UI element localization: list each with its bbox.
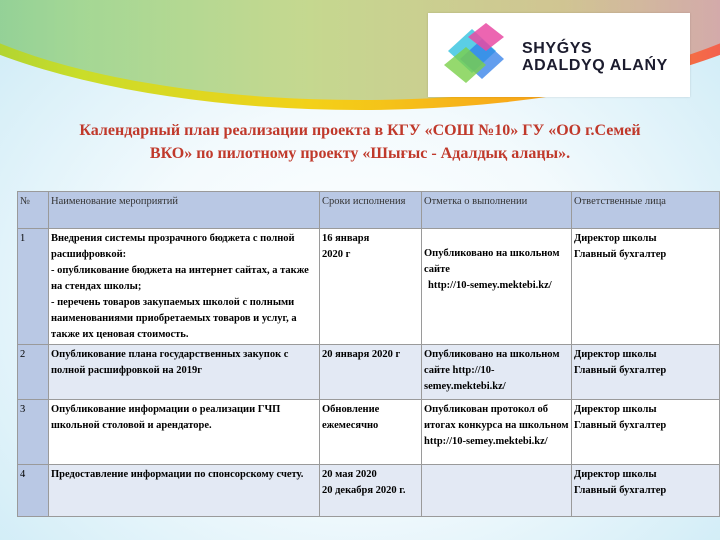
table-row (18, 229, 720, 345)
responsible-line: Главный бухгалтер (574, 365, 667, 376)
status-link[interactable]: http://10-semey.mektebi.kz/ (428, 280, 552, 291)
row-responsible (572, 345, 720, 400)
table-header-row (18, 192, 720, 229)
row-number: 1 (18, 229, 49, 345)
row-status (422, 465, 572, 517)
logo-line-1: SHYǴYS (522, 40, 593, 57)
event-line: Внедрения системы прозрачного бюджета с полной расшифровкой: (51, 233, 295, 260)
table-row (18, 465, 720, 517)
row-number: 2 (18, 345, 49, 400)
logo-panel (428, 13, 690, 97)
header-deadlines: Сроки исполнения (320, 192, 422, 229)
shygys-logo-icon (438, 21, 518, 89)
responsible-line: Директор школы (574, 349, 657, 360)
row-status: Опубликован протокол об итогах конкурса на школьном http://10-semey.mektebi.kz/ (422, 400, 572, 465)
header-event-name: Наименование мероприятий (49, 192, 320, 229)
row-responsible (572, 229, 720, 345)
row-status: Опубликовано на школьном сайте http://10-semey.mektebi.kz/ (422, 345, 572, 400)
row-event-name: Опубликование плана государственных закупок с полной расшифровкой на 2019г (49, 345, 320, 400)
row-deadline: 20 января 2020 г (320, 345, 422, 400)
row-deadline (320, 465, 422, 517)
deadline-line: 16 января (322, 233, 370, 244)
row-deadline (320, 229, 422, 345)
responsible-line: Директор школы (574, 233, 657, 244)
row-number: 3 (18, 400, 49, 465)
title-line-1: Календарный план реализации проекта в КГУ «СОШ №10» ГУ «ОО г.Семей (79, 122, 641, 139)
responsible-line: Директор школы (574, 404, 657, 415)
row-status (422, 229, 572, 345)
header-completion-mark: Отметка о выполнении (422, 192, 572, 229)
table-row (18, 345, 720, 400)
responsible-line: Главный бухгалтер (574, 485, 667, 496)
deadline-line: 2020 г (322, 249, 351, 260)
status-line: Опубликовано на школьном сайте (424, 248, 560, 275)
row-event-name: Предоставление информации по спонсорскому счету. (49, 465, 320, 517)
deadline-line: 20 декабря 2020 г. (322, 485, 406, 496)
row-responsible (572, 400, 720, 465)
event-line: - перечень товаров закупаемых школой с полными наименованиями приобретаемых товаров и услуг, а также их ценовая стоимость. (51, 297, 297, 340)
responsible-line: Главный бухгалтер (574, 249, 667, 260)
deadline-line: 20 мая 2020 (322, 469, 377, 480)
row-number: 4 (18, 465, 49, 517)
row-deadline: Обновление ежемесячно (320, 400, 422, 465)
row-event-name (49, 229, 320, 345)
row-responsible (572, 465, 720, 517)
table-row (18, 400, 720, 465)
logo-line-2: ADALDYQ ALAŃY (522, 57, 668, 74)
logo-wordmark (522, 40, 668, 74)
responsible-line: Директор школы (574, 469, 657, 480)
row-event-name: Опубликование информации о реализации ГЧП школьной столовой и арендаторе. (49, 400, 320, 465)
calendar-plan-table (17, 191, 720, 517)
title-line-2: ВКО» по пилотному проекту «Шығыс - Адалдық алаңы». (149, 145, 571, 162)
page-title (20, 119, 700, 165)
header-number: № (18, 192, 49, 229)
responsible-line: Главный бухгалтер (574, 420, 667, 431)
event-line: - опубликование бюджета на интернет сайтах, а также на стендах школы; (51, 265, 309, 292)
header-responsible: Ответственные лица (572, 192, 720, 229)
